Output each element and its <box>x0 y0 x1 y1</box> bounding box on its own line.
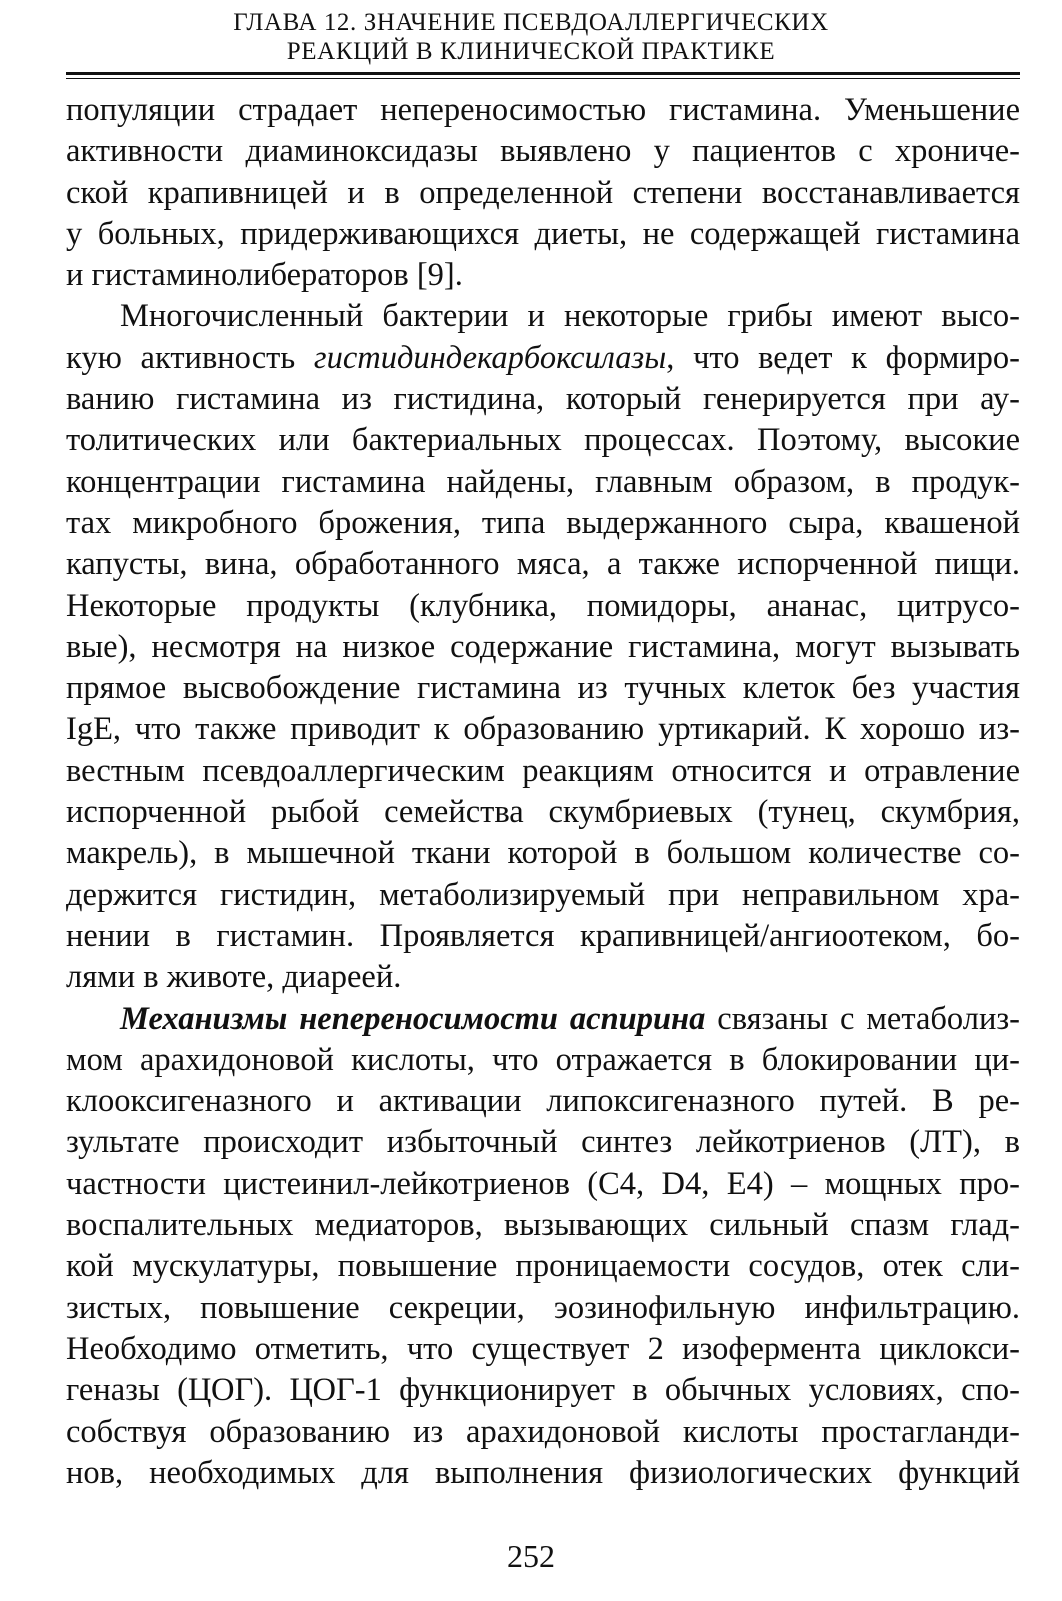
bold-italic-term: Механизмы непереносимости аспирина <box>120 1000 706 1037</box>
text-line: и гистаминолибераторов [9]. <box>66 257 463 294</box>
text-line: макрель), в мышечной ткани которой в большом количестве со- <box>66 835 1020 872</box>
text-line: частности цистеинил-лейкотриенов (С4, D4, Е4) – мощных про- <box>66 1165 1020 1202</box>
text-line: геназы (ЦОГ). ЦОГ-1 функционирует в обычных условиях, спо- <box>66 1372 1020 1409</box>
text-line: ванию гистамина из гистидина, который генерируется при ау- <box>66 381 1020 418</box>
text-line: нении в гистамин. Проявляется крапивницей/ангиоотеком, бо- <box>66 917 1020 954</box>
text-line: тах микробного брожения, типа выдержанного сыра, квашеной <box>66 504 1020 541</box>
header-rule <box>66 72 1020 75</box>
running-head-line-1: ГЛАВА 12. ЗНАЧЕНИЕ ПСЕВДОАЛЛЕРГИЧЕСКИХ <box>233 9 829 36</box>
page-number: 252 <box>507 1538 555 1574</box>
text-line: кую активность гистидиндекарбоксилазы, что ведет к формиро- <box>66 339 1020 376</box>
text-line: вестным псевдоаллергическим реакциям относится и отравление <box>66 752 1020 789</box>
text-line: Многочисленный бактерии и некоторые грибы имеют высо- <box>120 298 1020 335</box>
header-rule-thin <box>66 78 1020 79</box>
text-line: вые), несмотря на низкое содержание гистамина, могут вызывать <box>66 628 1020 665</box>
text-line: мом арахидоновой кислоты, что отражается в блокировании ци- <box>66 1041 1020 1078</box>
text-line: Некоторые продукты (клубника, помидоры, ананас, цитрусо- <box>66 587 1020 624</box>
text-line: концентрации гистамина найдены, главным образом, в продук- <box>66 463 1020 500</box>
text-line: ской крапивницей и в определенной степени восстанавливается <box>66 174 1020 211</box>
text-line: у больных, придерживающихся диеты, не содержащей гистамина <box>66 215 1020 252</box>
body-text <box>66 90 1020 1494</box>
text-line: воспалительных медиаторов, вызывающих сильный спазм глад- <box>66 1207 1020 1244</box>
text-line: Необходимо отметить, что существует 2 изофермента циклокси- <box>66 1330 1020 1367</box>
text-line: собствуя образованию из арахидоновой кислоты простагланди- <box>66 1413 1020 1450</box>
text-line: прямое высвобождение гистамина из тучных клеток без участия <box>66 670 1020 707</box>
text-line: Механизмы непереносимости аспирина связаны с метаболиз- <box>120 1000 1021 1037</box>
running-head-line-2: РЕАКЦИЙ В КЛИНИЧЕСКОЙ ПРАКТИКЕ <box>286 38 776 65</box>
text-line: толитических или бактериальных процессах. Поэтому, высокие <box>66 422 1020 459</box>
text-line: кой мускулатуры, повышение проницаемости сосудов, отек сли- <box>66 1248 1020 1285</box>
text-line: испорченной рыбой семейства скумбриевых (тунец, скумбрия, <box>66 794 1020 831</box>
text-line: популяции страдает непереносимостью гистамина. Уменьшение <box>66 92 1020 128</box>
italic-term: гистидиндекарбоксилазы <box>313 339 667 376</box>
text-line: IgE, что также приводит к образованию уртикарий. К хорошо из- <box>66 711 1020 748</box>
text-line: лями в животе, диареей. <box>66 959 402 996</box>
text-line: активности диаминоксидазы выявлено у пациентов с хрониче- <box>66 133 1020 170</box>
text-line: клооксигеназного и активации липоксигеназного путей. В ре- <box>66 1083 1020 1120</box>
text-line: держится гистидин, метаболизируемый при неправильном хра- <box>66 876 1020 913</box>
text-line: зистых, повышение секреции, эозинофильную инфильтрацию. <box>66 1289 1020 1326</box>
text-line: капусты, вина, обработанного мяса, а также испорченной пищи. <box>66 546 1020 583</box>
text-line: зультате происходит избыточный синтез лейкотриенов (ЛТ), в <box>66 1124 1020 1161</box>
text-line: нов, необходимых для выполнения физиологических функций <box>66 1454 1020 1491</box>
running-head <box>0 8 1062 66</box>
